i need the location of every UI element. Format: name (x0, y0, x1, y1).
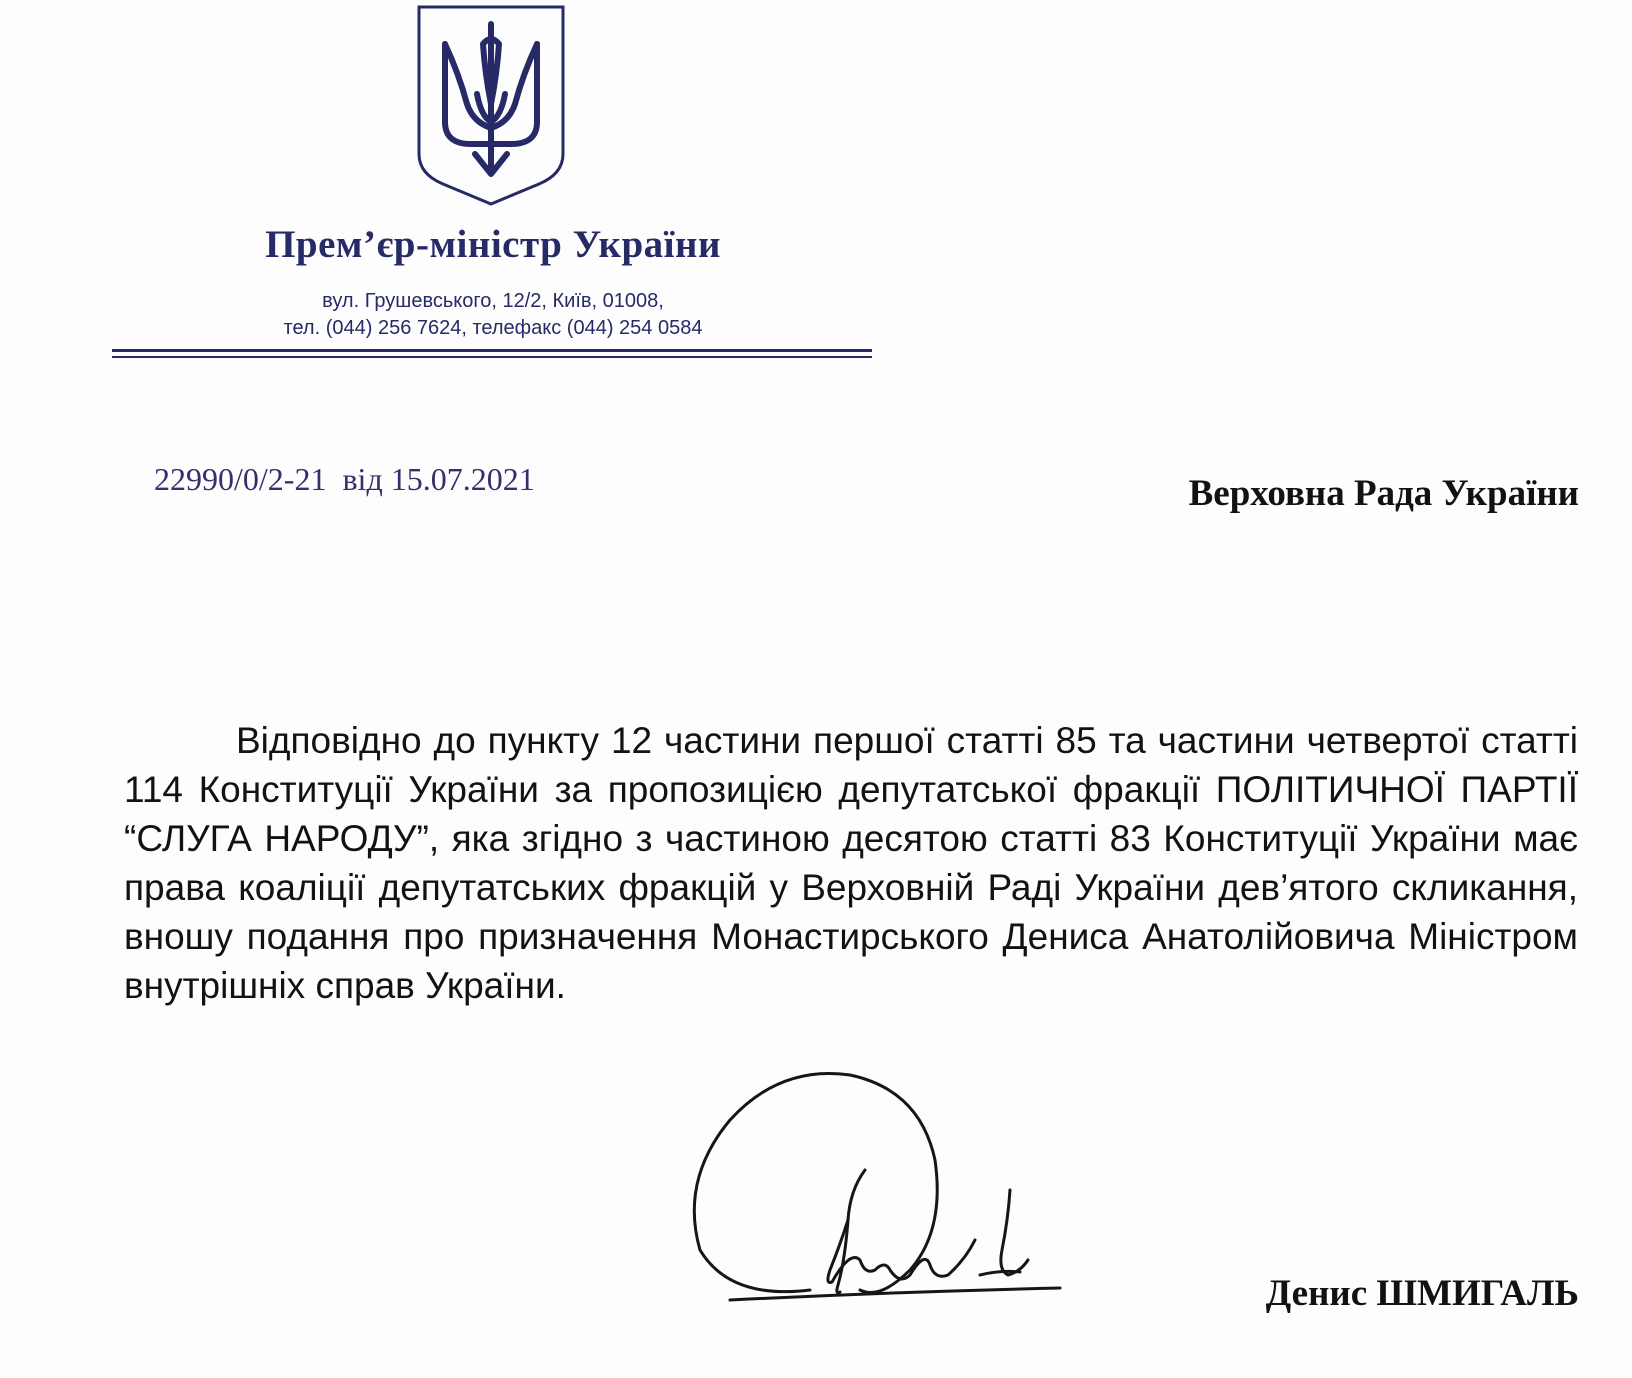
tryzub-coat-of-arms-icon (415, 4, 567, 208)
letterhead-divider-thin (112, 356, 872, 358)
registration-number: 22990/0/2-21 від 15.07.2021 (154, 461, 535, 497)
signatory-name: Денис ШМИГАЛЬ (1265, 1273, 1579, 1314)
letterhead-divider-thick (112, 349, 872, 352)
handwritten-signature (690, 1070, 1120, 1370)
letterhead-title: Прем’єр-міністр України (265, 223, 721, 266)
letterhead (112, 0, 874, 370)
letterhead-address: вул. Грушевського, 12/2, Київ, 01008, (322, 290, 664, 312)
addressee: Верховна Рада України (1188, 473, 1579, 514)
letterhead-contacts: тел. (044) 256 7624, телефакс (044) 254 0584 (283, 317, 703, 339)
letter-body: Відповідно до пункту 12 частини першої статті 85 та частини четвертої статті 114 Конституції України за пропозицією депутатської фракції ПОЛІТИЧНОЇ ПАРТІЇ “СЛУГА НАРОДУ”, яка згідно з частиною десятою статті 83 Конституції України має права коаліції депутатських фракцій у Верховній Раді України дев’ятого скликання, вношу подання про призначення Монастирського Дениса Анатолійовича Міністром внутрішніх справ України. (124, 720, 1578, 1006)
